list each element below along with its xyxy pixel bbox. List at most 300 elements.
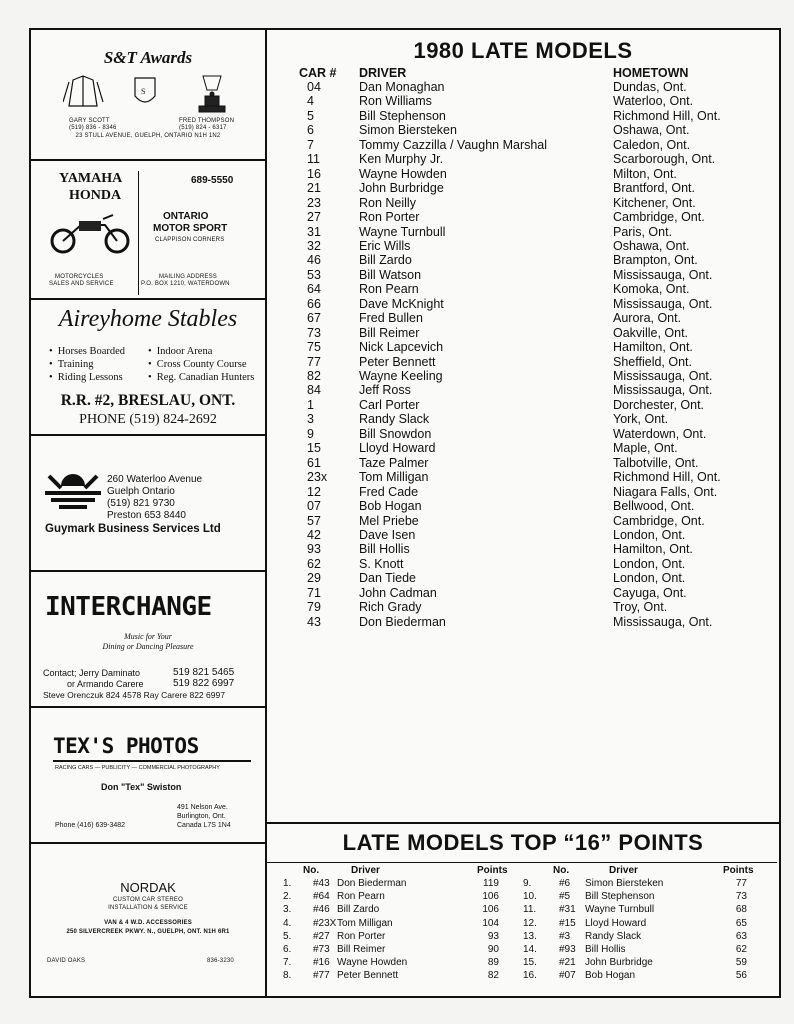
car-number: #64 xyxy=(313,891,330,903)
guymark-name: Guymark Business Services Ltd xyxy=(45,523,221,535)
late-models-title: 1980 LATE MODELS xyxy=(413,38,633,63)
driver-name: Don Biederman xyxy=(359,614,446,629)
car-number: 32 xyxy=(307,238,321,253)
nordak-title: NORDAK xyxy=(120,880,176,895)
points-value: 106 xyxy=(482,904,499,916)
awards-right-phone: (519) 824 - 6317 xyxy=(179,125,227,131)
driver-name: Rich Grady xyxy=(359,600,422,615)
car-number: #5 xyxy=(559,891,571,903)
hometown: Cayuga, Ont. xyxy=(613,585,687,600)
interchange-tagline-2: Dining or Dancing Pleasure xyxy=(102,642,194,651)
driver-name: Tom Milligan xyxy=(337,917,393,929)
car-number: #46 xyxy=(313,904,330,916)
car-number: 07 xyxy=(307,499,321,514)
points-points-header: Points xyxy=(723,865,754,876)
driver-row xyxy=(267,340,779,355)
car-number: 77 xyxy=(307,354,321,369)
driver-row xyxy=(267,485,779,500)
driver-name: Wayne Turnbull xyxy=(359,224,446,239)
driver-name: Bill Reimer xyxy=(359,325,420,340)
driver-name: Bill Hollis xyxy=(359,542,410,557)
car-number: #6 xyxy=(559,878,571,889)
rank: 4. xyxy=(283,917,292,929)
car-number: 6 xyxy=(307,123,314,138)
car-number: 67 xyxy=(307,311,321,326)
guymark-logo-icon xyxy=(43,466,103,510)
hometown: Troy, Ont. xyxy=(613,600,668,615)
awards-title: S&T Awards xyxy=(103,48,193,67)
hometown-header: HOMETOWN xyxy=(613,66,689,80)
driver-row xyxy=(267,167,779,182)
guymark-phone-1: (519) 821 9730 xyxy=(107,498,175,509)
points-value: 119 xyxy=(483,878,499,889)
car-number: #31 xyxy=(559,904,576,916)
car-number: 23x xyxy=(307,470,328,485)
driver-row xyxy=(267,470,779,485)
brand-honda: HONDA xyxy=(69,188,122,203)
points-value: 93 xyxy=(487,930,499,942)
rank: 11. xyxy=(523,904,537,916)
interchange-phone-2: 519 822 6997 xyxy=(173,678,235,689)
crest-icon xyxy=(135,78,155,102)
driver-name: Dan Tiede xyxy=(359,571,416,586)
car-number: #27 xyxy=(313,930,330,942)
driver-name: Ron Porter xyxy=(359,210,420,225)
points-no-header: No. xyxy=(553,865,570,876)
yamaha-footer-left-1: MOTORCYCLES xyxy=(55,274,104,280)
awards-left-phone: (519) 836 - 8346 xyxy=(69,125,117,131)
driver-name: Bill Reimer xyxy=(337,944,386,955)
svg-text:S: S xyxy=(141,87,146,96)
hometown: Waterdown, Ont. xyxy=(613,426,707,441)
car-number: #15 xyxy=(559,917,576,929)
tex-address-3: Canada L7S 1N4 xyxy=(177,822,231,829)
ad-nordak xyxy=(31,844,265,996)
driver-name: Bill Stephenson xyxy=(359,108,446,123)
driver-name: Ron Williams xyxy=(359,94,432,109)
driver-name: Bill Hollis xyxy=(585,944,626,955)
points-row xyxy=(267,918,777,931)
driver-name: Ron Porter xyxy=(337,930,386,942)
car-number: 04 xyxy=(307,80,321,94)
points-row xyxy=(267,970,777,983)
driver-name: Simon Biersteken xyxy=(585,878,664,889)
car-number: 61 xyxy=(307,455,321,470)
driver-name: Wayne Howden xyxy=(337,957,408,969)
driver-name: Nick Lapcevich xyxy=(359,340,444,355)
tex-title: TEX'S PHOTOS xyxy=(53,734,199,758)
rank: 9. xyxy=(523,878,532,889)
driver-row xyxy=(267,109,779,124)
rank: 14. xyxy=(523,944,537,955)
hometown: Brantford, Ont. xyxy=(613,181,695,196)
car-number: 7 xyxy=(307,137,314,152)
car-number: 5 xyxy=(307,108,314,123)
stables-phone: PHONE (519) 824-2692 xyxy=(79,412,217,427)
car-number: 62 xyxy=(307,556,321,571)
points-value: 82 xyxy=(487,970,499,982)
driver-row xyxy=(267,239,779,254)
points-no-header: No. xyxy=(303,865,320,876)
hometown: Hamilton, Ont. xyxy=(613,542,693,557)
driver-name: Mel Priebe xyxy=(359,513,419,528)
hometown: Hamilton, Ont. xyxy=(613,340,693,355)
driver-name: Dave McKnight xyxy=(359,296,444,311)
driver-name: Taze Palmer xyxy=(359,455,429,470)
points-value: 63 xyxy=(735,930,747,942)
yamaha-footer-left-2: SALES AND SERVICE xyxy=(49,281,114,287)
driver-name: Wayne Howden xyxy=(359,166,447,181)
stables-item: • Indoor Arena xyxy=(148,346,212,357)
points-value: 59 xyxy=(735,957,747,969)
car-number: 15 xyxy=(307,441,321,456)
driver-row xyxy=(267,311,779,326)
driver-name: Bill Stephenson xyxy=(585,891,655,903)
driver-row xyxy=(267,586,779,601)
driver-name: Peter Bennett xyxy=(359,354,436,369)
car-number: #23X xyxy=(313,917,337,929)
hometown: Talbotville, Ont. xyxy=(613,455,699,470)
hometown: Kitchener, Ont. xyxy=(613,195,696,210)
rank: 8. xyxy=(283,970,292,982)
hometown: Paris, Ont. xyxy=(613,224,673,239)
car-number: #73 xyxy=(313,944,330,955)
ad-guymark xyxy=(31,436,265,572)
ontario-label: ONTARIO xyxy=(163,211,209,222)
hometown: Sheffield, Ont. xyxy=(613,354,692,369)
car-number: 71 xyxy=(307,585,321,600)
car-number: 31 xyxy=(307,224,321,239)
car-number: 66 xyxy=(307,296,321,311)
driver-row xyxy=(267,383,779,398)
stables-item: • Cross County Course xyxy=(148,359,247,370)
car-number: 93 xyxy=(307,542,321,557)
guymark-address-1: 260 Waterloo Avenue xyxy=(107,474,203,485)
car-number: 53 xyxy=(307,267,321,282)
car-number: 1 xyxy=(307,397,314,412)
car-number: 4 xyxy=(307,94,314,109)
hometown: Aurora, Ont. xyxy=(613,311,682,326)
points-value: 62 xyxy=(735,944,747,955)
driver-row xyxy=(267,297,779,312)
driver-name: John Burbridge xyxy=(359,181,444,196)
driver-row xyxy=(267,326,779,341)
rank: 13. xyxy=(523,930,537,942)
awards-left-name: GARY SCOTT xyxy=(69,118,110,124)
hometown: London, Ont. xyxy=(613,556,686,571)
points-title: LATE MODELS TOP “16” POINTS xyxy=(342,830,704,855)
interchange-title: INTERCHANGE xyxy=(45,592,212,622)
hometown: Richmond Hill, Ont. xyxy=(613,108,721,123)
driver-name: Bill Snowdon xyxy=(359,426,432,441)
driver-name: Fred Cade xyxy=(359,484,419,499)
car-number: #21 xyxy=(559,957,576,969)
hometown: Cambridge, Ont. xyxy=(613,210,705,225)
car-number: 27 xyxy=(307,210,321,225)
guymark-address-2: Guelph Ontario xyxy=(107,486,175,497)
points-section xyxy=(267,822,779,996)
motorcycle-icon xyxy=(47,211,133,255)
points-value: 106 xyxy=(482,891,499,903)
nordak-sub-2: INSTALLATION & SERVICE xyxy=(108,905,188,911)
car-number: 16 xyxy=(307,166,321,181)
driver-row xyxy=(267,600,779,615)
car-number: #3 xyxy=(559,930,571,942)
yamaha-phone: 689-5550 xyxy=(191,175,234,186)
ad-interchange xyxy=(31,572,265,708)
car-number: 84 xyxy=(307,383,321,398)
hometown: Bellwood, Ont. xyxy=(613,499,695,514)
hometown: Maple, Ont. xyxy=(613,441,678,456)
rank: 15. xyxy=(523,957,537,969)
stables-address: R.R. #2, BRESLAU, ONT. xyxy=(60,392,236,409)
guymark-phone-2: Preston 653 8440 xyxy=(107,510,186,521)
results-column xyxy=(267,30,779,996)
stables-item: • Reg. Canadian Hunters xyxy=(148,372,254,383)
driver-name: Lloyd Howard xyxy=(585,917,647,929)
interchange-phone-1: 519 821 5465 xyxy=(173,667,235,678)
brand-yamaha: YAMAHA xyxy=(59,171,123,186)
hometown: Mississauga, Ont. xyxy=(613,614,713,629)
hometown: Dundas, Ont. xyxy=(613,80,687,94)
nordak-address: 250 SILVERCREEK PKWY. N., GUELPH, ONT. N1H 6R1 xyxy=(66,929,230,935)
driver-name: Simon Biersteken xyxy=(359,123,457,138)
hometown: Caledon, Ont. xyxy=(613,137,691,152)
rank: 5. xyxy=(283,930,292,942)
nordak-contact: DAVID OAKS xyxy=(47,958,86,964)
points-value: 65 xyxy=(735,917,747,929)
driver-name: Ron Pearn xyxy=(337,891,385,903)
points-points-header: Points xyxy=(477,865,508,876)
driver-row xyxy=(267,355,779,370)
driver-row xyxy=(267,210,779,225)
rank: 7. xyxy=(283,957,292,969)
driver-name: Bill Zardo xyxy=(359,253,412,268)
driver-name: Dan Monaghan xyxy=(359,80,445,94)
points-table xyxy=(267,862,777,993)
driver-name: Jeff Ross xyxy=(359,383,411,398)
interchange-contact-1: Contact; Jerry Daminato xyxy=(43,668,141,678)
ad-ontario-motor-sport xyxy=(31,161,265,300)
car-number: #43 xyxy=(313,878,330,889)
hometown: Komoka, Ont. xyxy=(613,282,690,297)
trophy-jacket-illustration xyxy=(63,72,233,116)
driver-row xyxy=(267,398,779,413)
driver-row xyxy=(267,123,779,138)
awards-right-name: FRED THOMPSON xyxy=(179,118,235,124)
driver-name: Bob Hogan xyxy=(585,970,636,982)
driver-row xyxy=(267,615,779,630)
car-number: 29 xyxy=(307,571,321,586)
driver-name: Ron Neilly xyxy=(359,195,416,210)
interchange-tagline-1: Music for Your xyxy=(124,632,172,641)
ads-column xyxy=(31,30,267,996)
hometown: Scarborough, Ont. xyxy=(613,152,716,167)
car-number: 75 xyxy=(307,340,321,355)
tex-phone: Phone (416) 639-3482 xyxy=(55,822,126,829)
driver-name: Tommy Cazzilla / Vaughn Marshal xyxy=(359,137,548,152)
driver-row xyxy=(267,514,779,529)
location-label: CLAPPISON CORNERS xyxy=(155,237,225,243)
ad-st-awards xyxy=(31,30,265,161)
rank: 2. xyxy=(283,891,292,903)
rank: 16. xyxy=(523,970,537,982)
tex-address-2: Burlington, Ont. xyxy=(177,813,226,820)
driver-row xyxy=(267,225,779,240)
driver-row xyxy=(267,557,779,572)
awards-address: 23 STULL AVENUE, GUELPH, ONTARIO N1H 1N2 xyxy=(75,133,221,139)
car-number: 9 xyxy=(307,426,314,441)
points-driver-header: Driver xyxy=(609,865,638,876)
driver-name: Lloyd Howard xyxy=(359,441,436,456)
car-number: 46 xyxy=(307,253,321,268)
nordak-sub-3: VAN & 4 W.D. ACCESSORIES xyxy=(104,920,192,926)
car-number: 79 xyxy=(307,600,321,615)
tex-services: RACING CARS — PUBLICITY — COMMERCIAL PHOTOGRAPHY xyxy=(55,765,220,771)
car-number: 64 xyxy=(307,282,321,297)
car-number: 11 xyxy=(307,152,320,167)
car-number: 73 xyxy=(307,325,321,340)
hometown: Oshawa, Ont. xyxy=(613,123,690,138)
hometown: Brampton, Ont. xyxy=(613,253,698,268)
points-value: 56 xyxy=(735,970,747,982)
driver-name: Don Biederman xyxy=(337,878,407,889)
driver-name: Tom Milligan xyxy=(359,470,429,485)
driver-row xyxy=(267,412,779,427)
trophy-icon xyxy=(199,76,225,112)
driver-row xyxy=(267,441,779,456)
tex-address-1: 491 Nelson Ave. xyxy=(177,804,228,811)
yamaha-footer-right-1: MAILING ADDRESS xyxy=(159,274,218,280)
driver-name: Dave Isen xyxy=(359,527,416,542)
driver-row xyxy=(267,571,779,586)
points-row xyxy=(267,944,777,957)
points-row xyxy=(267,931,777,944)
driver-name: Bill Zardo xyxy=(337,904,380,916)
divider xyxy=(53,760,251,762)
points-value: 90 xyxy=(487,944,499,955)
driver-row xyxy=(267,369,779,384)
car-number: 57 xyxy=(307,513,321,528)
points-value: 68 xyxy=(735,904,747,916)
driver-name: Bill Watson xyxy=(359,267,422,282)
driver-row xyxy=(267,80,779,95)
car-number: #93 xyxy=(559,944,576,955)
nordak-sub-1: CUSTOM CAR STEREO xyxy=(113,897,183,903)
ad-aireyhome-stables xyxy=(31,300,265,436)
driver-name: Peter Bennett xyxy=(337,970,399,982)
driver-header: DRIVER xyxy=(359,66,407,80)
car-number: 23 xyxy=(307,195,321,210)
driver-row xyxy=(267,282,779,297)
driver-name: Bob Hogan xyxy=(359,499,422,514)
hometown: Dorchester, Ont. xyxy=(613,397,705,412)
driver-name: Ron Pearn xyxy=(359,282,419,297)
driver-row xyxy=(267,196,779,211)
driver-name: Fred Bullen xyxy=(359,311,423,326)
driver-row xyxy=(267,499,779,514)
rank: 3. xyxy=(283,904,292,916)
rank: 6. xyxy=(283,944,292,955)
hometown: Richmond Hill, Ont. xyxy=(613,470,721,485)
car-number-header: CAR # xyxy=(299,66,337,80)
tex-owner: Don "Tex" Swiston xyxy=(101,782,182,792)
program-page xyxy=(29,28,781,998)
car-number: 3 xyxy=(307,412,314,427)
yamaha-footer-right-2: P.O. BOX 1210, WATERDOWN xyxy=(141,281,230,287)
interchange-contact-3: Steve Orenczuk 824 4578 Ray Carere 822 6997 xyxy=(43,690,225,700)
points-value: 73 xyxy=(735,891,747,903)
driver-name: Wayne Keeling xyxy=(359,369,443,383)
driver-name: Randy Slack xyxy=(359,412,430,427)
stables-title: Aireyhome Stables xyxy=(58,306,238,332)
car-number: #77 xyxy=(313,970,330,982)
driver-name: Ken Murphy Jr. xyxy=(359,152,444,167)
points-value: 104 xyxy=(482,917,499,929)
motor-sport-label: MOTOR SPORT xyxy=(153,223,228,234)
driver-row xyxy=(267,542,779,557)
hometown: London, Ont. xyxy=(613,527,686,542)
driver-row xyxy=(267,528,779,543)
driver-row xyxy=(267,138,779,153)
driver-name: Carl Porter xyxy=(359,397,420,412)
ad-texs-photos xyxy=(31,708,265,844)
car-number: 42 xyxy=(307,527,321,542)
rank: 10. xyxy=(523,891,537,903)
points-row xyxy=(267,891,777,904)
hometown: Mississauga, Ont. xyxy=(613,383,713,398)
divider xyxy=(138,171,139,295)
points-row xyxy=(267,878,777,891)
driver-row xyxy=(267,427,779,442)
car-number: #07 xyxy=(559,970,576,982)
points-driver-header: Driver xyxy=(351,865,380,876)
driver-row xyxy=(267,94,779,109)
interchange-contact-2: or Armando Carere xyxy=(67,679,144,689)
stables-item: • Riding Lessons xyxy=(49,372,123,383)
driver-row xyxy=(267,152,779,167)
points-value: 77 xyxy=(735,878,747,889)
stables-item: • Horses Boarded xyxy=(49,346,125,357)
hometown: Mississauga, Ont. xyxy=(613,296,713,311)
hometown: London, Ont. xyxy=(613,571,686,586)
hometown: Waterloo, Ont. xyxy=(613,94,694,109)
hometown: Mississauga, Ont. xyxy=(613,267,713,282)
driver-name: Wayne Turnbull xyxy=(585,904,655,916)
driver-name: Eric Wills xyxy=(359,238,411,253)
hometown: Mississauga, Ont. xyxy=(613,369,713,383)
car-number: 43 xyxy=(307,614,321,629)
driver-name: Randy Slack xyxy=(585,930,642,942)
hometown: York, Ont. xyxy=(613,412,669,427)
driver-name: John Cadman xyxy=(359,585,437,600)
driver-row xyxy=(267,456,779,471)
hometown: Oakville, Ont. xyxy=(613,325,689,340)
nordak-phone: 836-3230 xyxy=(207,958,234,964)
driver-name: John Burbridge xyxy=(585,957,653,969)
points-value: 89 xyxy=(487,957,499,969)
car-number: #16 xyxy=(313,957,330,969)
driver-row xyxy=(267,181,779,196)
points-row xyxy=(267,957,777,970)
rank: 12. xyxy=(523,917,537,929)
car-number: 12 xyxy=(307,484,321,499)
driver-row xyxy=(267,253,779,268)
stables-item: • Training xyxy=(49,359,93,370)
car-number: 82 xyxy=(307,369,321,383)
car-number: 21 xyxy=(307,181,321,196)
points-row xyxy=(267,904,777,917)
